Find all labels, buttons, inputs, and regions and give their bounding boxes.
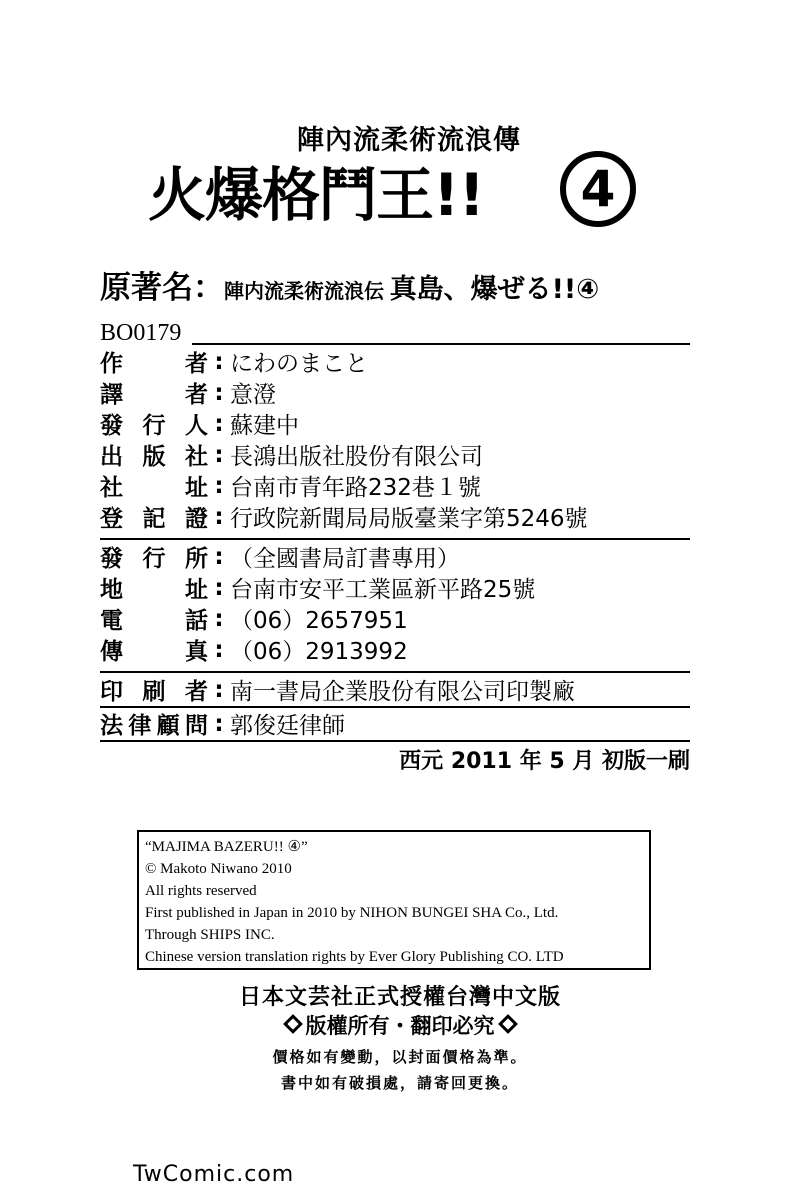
- colon: :: [214, 348, 224, 375]
- original-title-volume-icon: ④: [576, 274, 600, 305]
- distribution-info: [100, 541, 690, 665]
- printer-info: [100, 674, 690, 705]
- edition-date: 西元 2011 年 5 月 初版一刷: [399, 749, 690, 774]
- colon: :: [214, 636, 224, 663]
- info-key: 譯者: [100, 382, 208, 408]
- info-row: [100, 346, 690, 377]
- info-value: 台南市青年路232巷１號: [230, 475, 481, 501]
- info-value: （06）2657951: [230, 608, 408, 634]
- book-code: BO0179: [100, 320, 182, 346]
- publication-info: [100, 346, 690, 532]
- copyright-line: All rights reserved: [145, 883, 257, 899]
- original-title-name: 真島、爆ぜる!!: [389, 274, 577, 305]
- info-key: 登記證: [100, 506, 208, 532]
- info-row: [100, 541, 690, 572]
- price-note: 價格如有變動，以封面價格為準。: [272, 1048, 528, 1066]
- info-row: [100, 501, 690, 532]
- info-value: 長鴻出版社股份有限公司: [230, 444, 483, 470]
- info-key: 法律顧問: [100, 713, 208, 739]
- info-key: 地址: [100, 577, 208, 603]
- original-title-label: 原著名：: [100, 270, 224, 306]
- info-key: 社址: [100, 475, 208, 501]
- info-key: 出版社: [100, 444, 208, 470]
- info-row: [100, 634, 690, 665]
- info-row: [100, 377, 690, 408]
- colon: :: [214, 676, 224, 703]
- watermark: TwComic.com: [133, 1162, 295, 1187]
- rights-text: 版權所有・翻印必究: [305, 1014, 495, 1038]
- colon: :: [214, 710, 224, 737]
- info-value: （06）2913992: [230, 639, 408, 665]
- info-key: 傳真: [100, 639, 208, 665]
- info-key: 作者: [100, 351, 208, 377]
- info-key: 發行人: [100, 413, 208, 439]
- info-row: [100, 674, 690, 705]
- copyright-line: Through SHIPS INC.: [145, 927, 275, 943]
- info-key: 印刷者: [100, 679, 208, 705]
- info-row: [100, 408, 690, 439]
- original-title-series: 陣内流柔術流浪伝: [224, 279, 384, 303]
- diamond-icon: [283, 1014, 303, 1034]
- info-value: 郭俊廷律師: [230, 713, 345, 739]
- original-title: [100, 268, 599, 313]
- info-row: [100, 439, 690, 470]
- colon: :: [214, 605, 224, 632]
- info-value: 台南市安平工業區新平路25號: [230, 577, 536, 603]
- info-row: [100, 572, 690, 603]
- copyright-line: First published in Japan in 2010 by NIHON BUNGEI SHA Co., Ltd.: [145, 905, 559, 921]
- info-value: 南一書局企業股份有限公司印製廠: [230, 679, 575, 705]
- diamond-icon: [498, 1014, 518, 1034]
- info-row: [100, 470, 690, 501]
- copyright-box: [137, 830, 651, 970]
- colon: :: [214, 574, 224, 601]
- colon: :: [214, 441, 224, 468]
- colon: :: [214, 503, 224, 530]
- info-value: 蘇建中: [230, 413, 299, 439]
- damage-note: 書中如有破損處，請寄回更換。: [280, 1074, 519, 1092]
- colon: :: [214, 472, 224, 499]
- info-row: [100, 708, 690, 739]
- authorization-statement: 日本文芸社正式授權台灣中文版: [238, 985, 561, 1010]
- colon: :: [214, 379, 224, 406]
- legal-info: [100, 708, 690, 739]
- subtitle: 陣內流柔術流浪傳: [297, 125, 521, 156]
- info-value: 意澄: [230, 382, 276, 408]
- colon: :: [214, 543, 224, 570]
- info-row: [100, 603, 690, 634]
- book-title: 火爆格鬥王!!: [148, 161, 484, 229]
- info-value: （全國書局訂書專用）: [230, 546, 460, 572]
- copyright-line: “MAJIMA BAZERU!! ④”: [145, 839, 308, 855]
- copyright-line: © Makoto Niwano 2010: [145, 861, 292, 877]
- info-value: 行政院新聞局局版臺業字第5246號: [230, 506, 588, 532]
- info-value: にわのまこと: [230, 351, 368, 377]
- volume-badge: 4: [560, 151, 636, 227]
- info-key: 發行所: [100, 546, 208, 572]
- divider: [100, 740, 690, 742]
- rights-notice: [0, 1010, 790, 1040]
- info-key: 電話: [100, 608, 208, 634]
- copyright-line: Chinese version translation rights by Ever Glory Publishing CO. LTD: [145, 949, 564, 965]
- colon: :: [214, 410, 224, 437]
